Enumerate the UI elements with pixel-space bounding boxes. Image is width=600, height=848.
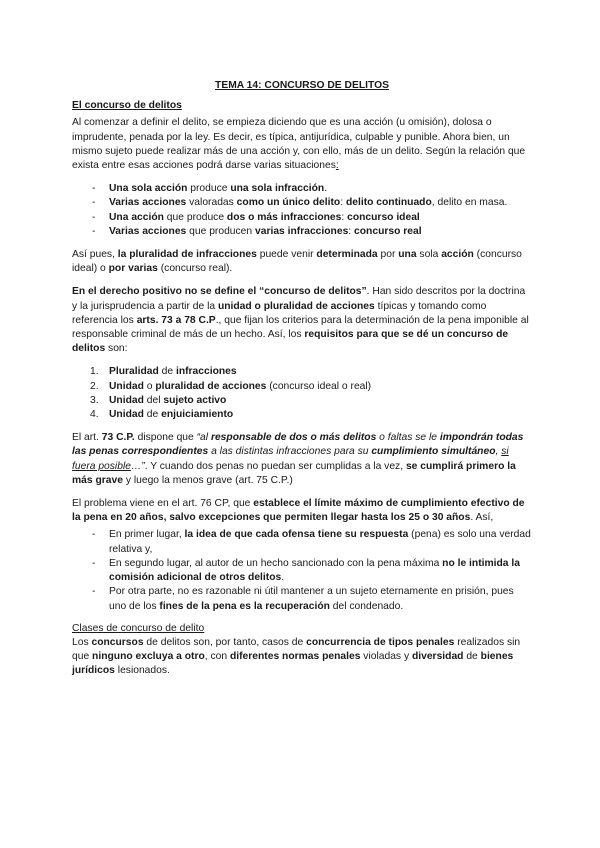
reasons-list	[72, 528, 532, 613]
section-heading-concurso: El concurso de delitos	[72, 100, 182, 112]
cases-list	[72, 182, 532, 239]
page-title: TEMA 14: CONCURSO DE DELITOS	[215, 80, 389, 91]
document-content	[72, 79, 532, 688]
list-item: - Varias acciones que producen varias infracciones: concurso real	[72, 225, 532, 239]
requirements-list	[72, 365, 532, 422]
positive-law-paragraph: En el derecho positivo no se define el “concurso de delitos”. Han sido descritos por la doctrina y la jurisprudencia a partir de la unidad o pluralidad de acciones típicas y tomando como referencia los arts. 73 a 78 C.P., que fijan los criterios para la determinación de la pena imponible al responsable criminal de más de un hecho. Así, los requisitos para que se dé un concurso de delitos son:	[72, 286, 529, 355]
list-item: 1. Pluralidad de infracciones	[90, 366, 237, 378]
list-item: - En primer lugar, la idea de que cada ofensa tiene su respuesta (pena) es solo una verdad relativa y,	[72, 528, 532, 556]
list-item: - Una acción que produce dos o más infracciones: concurso ideal	[72, 211, 532, 225]
clases-paragraph: Los concursos de delitos son, por tanto, casos de concurrencia de tipos penales realizados sin que ninguno excluya a otro, con diferentes normas penales violadas y diversidad de bienes jurídicos lesionados.	[72, 636, 521, 677]
art76-paragraph: El problema viene en el art. 76 CP, que establece el límite máximo de cumplimiento efectivo de la pena en 20 años, salvo excepciones que permiten llegar hasta los 25 o 30 años. Así,	[72, 498, 525, 524]
art73-paragraph: El art. 73 C.P. dispone que “al responsable de dos o más delitos o faltas se le impondrán todas las penas correspondientes a las distintas infracciones para su cumplimiento simultáneo, si fuera posible…”. Y cuando dos penas no puedan ser cumplidas a la vez, se cumplirá primero la más grave y luego la menos grave (art. 75 C.P.)	[72, 432, 524, 486]
summary-paragraph: Así pues, la pluralidad de infracciones puede venir determinada por una sola acción (concurso ideal) o por varias (concurso real).	[72, 249, 522, 275]
list-item: 4. Unidad de enjuiciamiento	[90, 409, 234, 421]
list-item: 3. Unidad del sujeto activo	[90, 394, 227, 406]
intro-paragraph: Al comenzar a definir el delito, se empieza diciendo que es una acción (u omisión), dolosa o imprudente, penada por la ley. Es decir, es típica, antijurídica, culpable y punible. Ahora bien, un mismo sujeto puede realizar más de una acción y, con ello, más de un delito. Según la relación que exista entre esas acciones podrá darse varias situaciones:	[72, 117, 526, 172]
list-item: - En segundo lugar, al autor de un hecho sancionado con la pena máxima no le intimida la comisión adicional de otros delitos.	[72, 557, 532, 585]
list-item: - Por otra parte, no es razonable ni útil mantener a un sujeto eternamente en prisión, pues uno de los fines de la pena es la recuperación del condenado.	[72, 585, 532, 613]
list-item: - Una sola acción produce una sola infracción.	[72, 182, 532, 196]
section-heading-clases: Clases de concurso de delito	[72, 622, 205, 634]
list-item: 2. Unidad o pluralidad de acciones (concurso ideal o real)	[90, 380, 372, 392]
list-item: - Varias acciones valoradas como un único delito: delito continuado, delito en masa.	[72, 196, 532, 210]
